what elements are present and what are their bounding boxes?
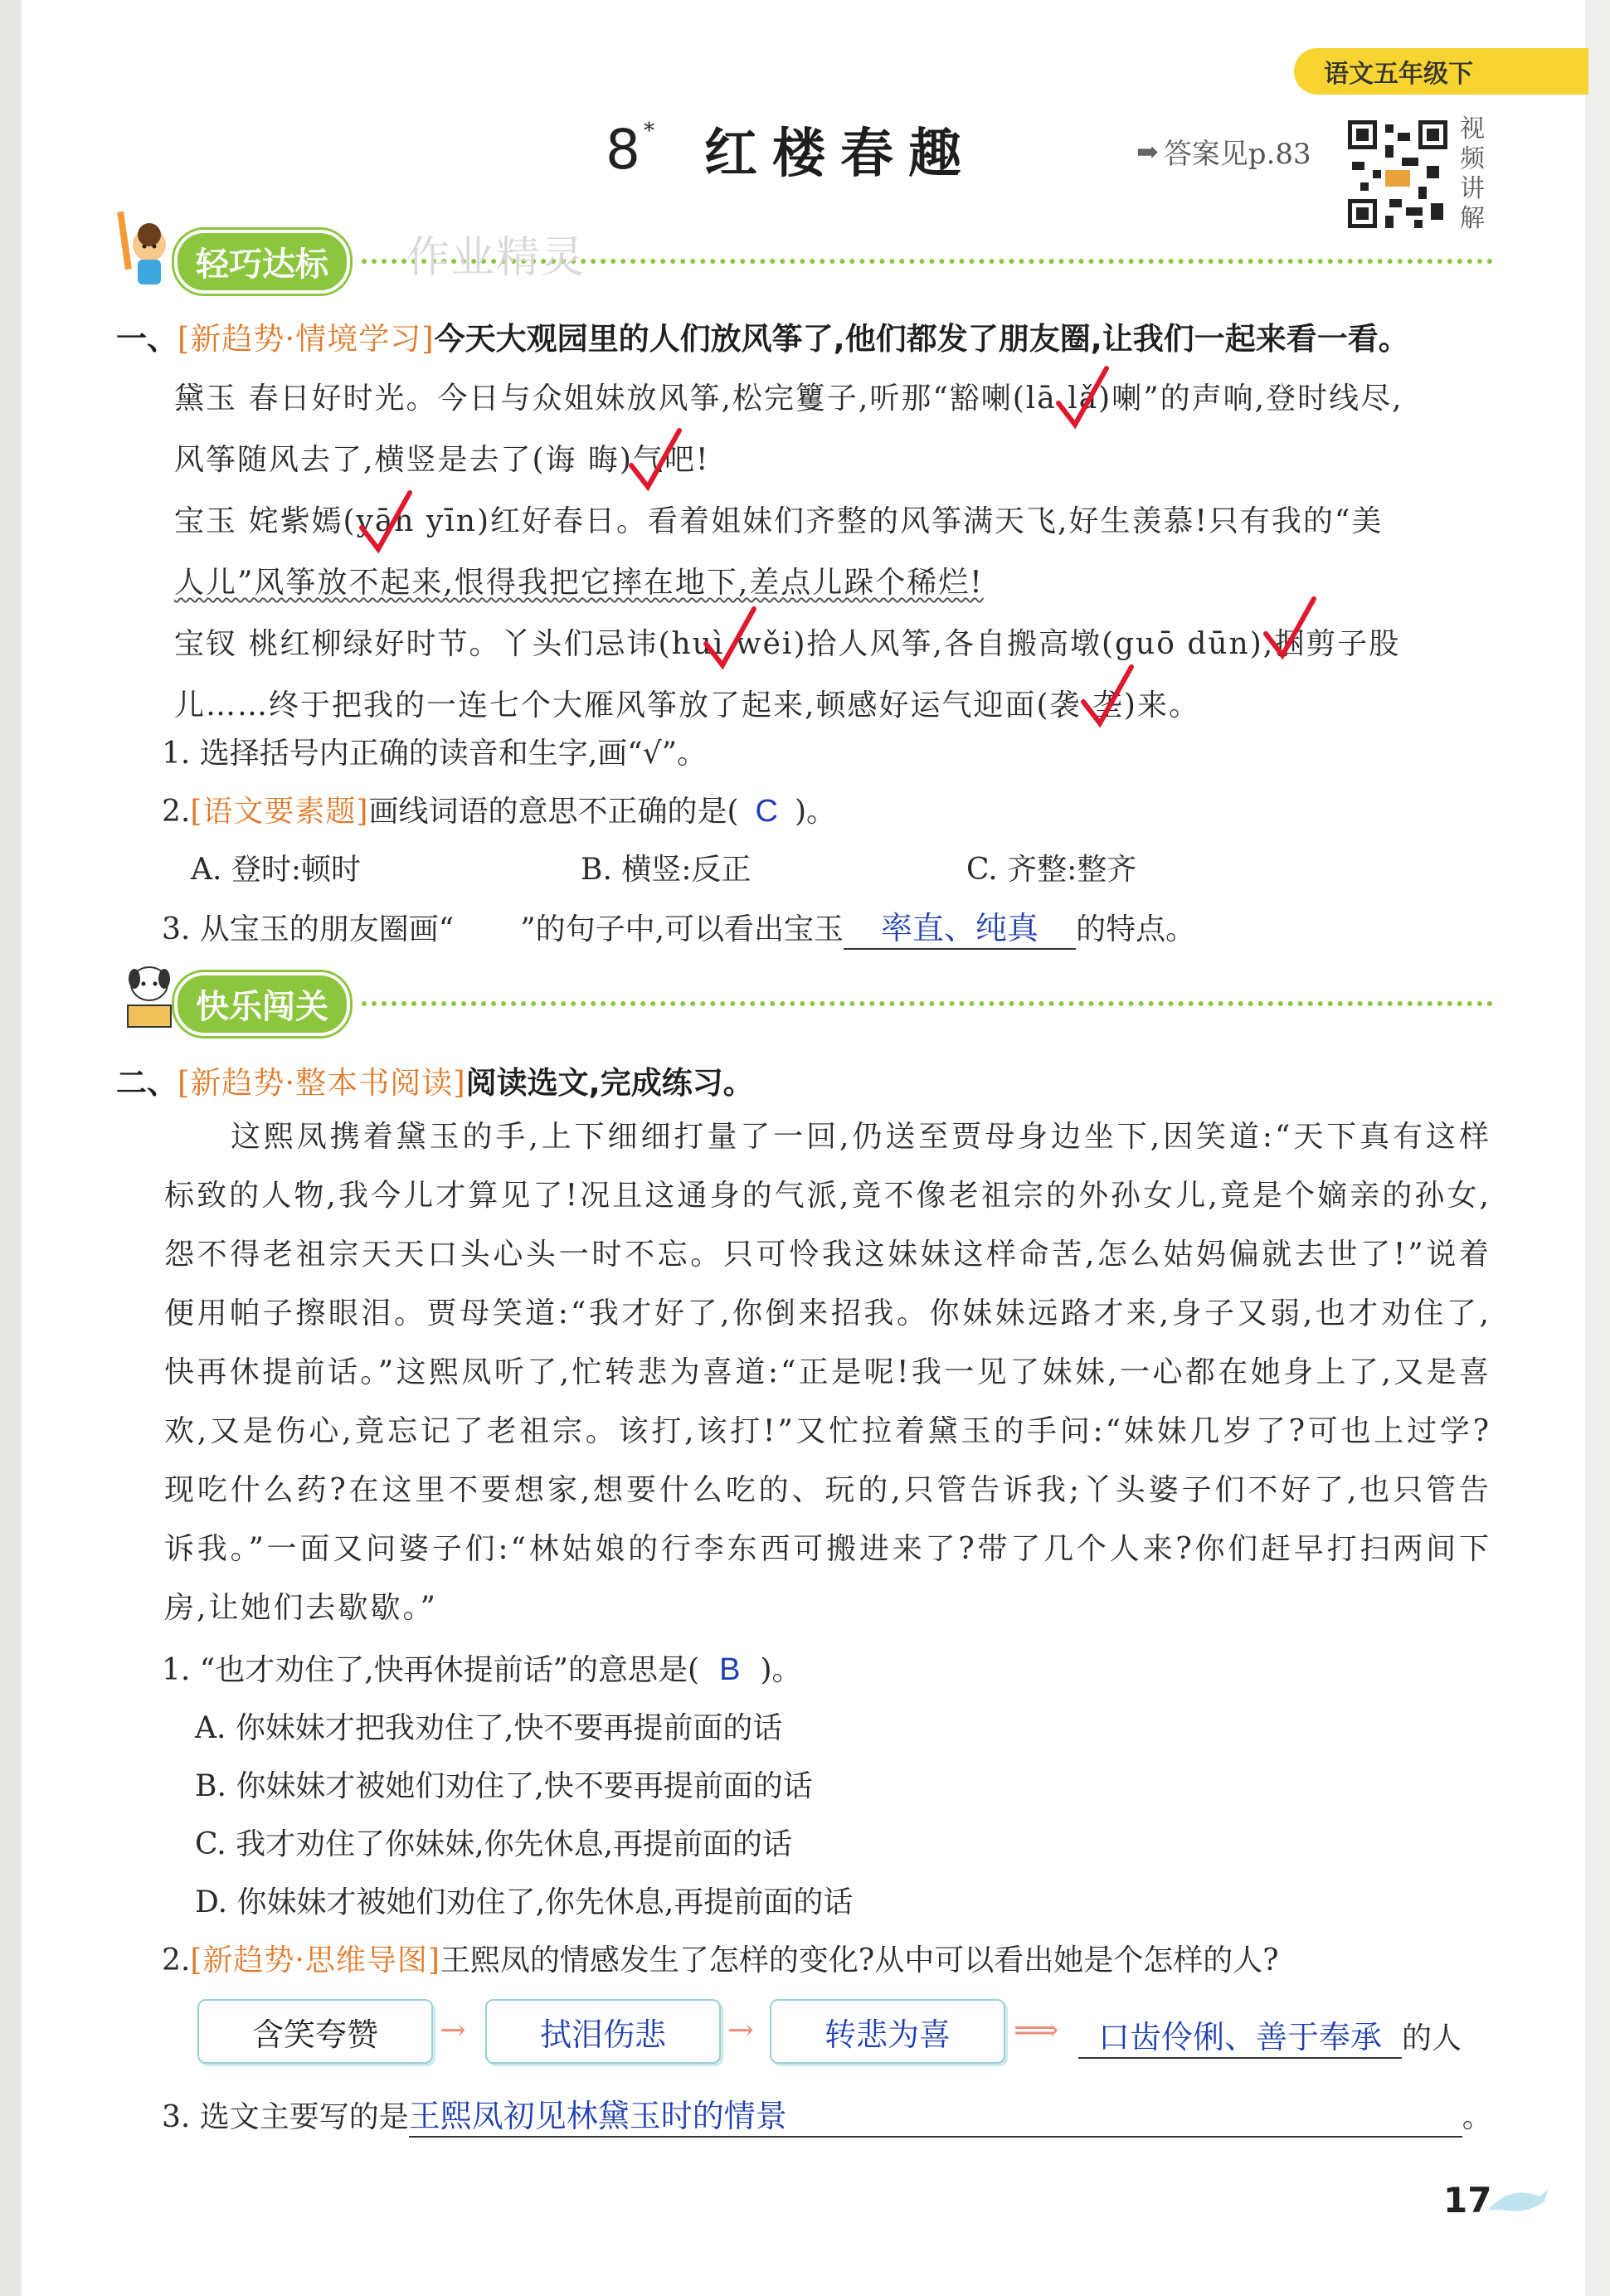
answer-text: B: [719, 1652, 741, 1687]
check-mark-icon: [701, 606, 759, 672]
moment-line-4: 人儿”风筝放不起来,恨得我把它摔在地下,差点儿跺个稀烂!: [174, 566, 984, 600]
moment-line-1: 黛玉 春日好时光。今日与众姐妹放风筝,松完籰子,听那“豁喇(lā lǎ)喇”的声响,登时线尽,: [174, 382, 1403, 416]
section-badge-easy: 轻巧达标: [174, 230, 350, 294]
moment-line-6: 儿……终于把我的一连七个大雁风筝放了起来,顿感好运气迎面(袭 垄)来。: [174, 688, 1200, 722]
lesson-title: 红楼春趣: [704, 124, 976, 185]
moment-line-3: 宝玉 姹紫嫣(yān yīn)红好春日。看着姐妹们齐整的风筝满天飞,好生羡慕!只有我的“美: [174, 504, 1384, 538]
section-divider: [362, 1001, 1493, 1006]
check-mark-icon: [357, 489, 415, 556]
moment-line-2: 风筝随风去了,横竖是去了(诲 晦)气吧!: [174, 443, 710, 477]
option-a: A. 登时:顿时: [191, 853, 362, 887]
answer-text: C: [755, 794, 778, 829]
puppy-reading-icon: [116, 954, 176, 1037]
qr-code-icon[interactable]: [1344, 116, 1452, 232]
moment-line-5: 宝钗 桃红柳绿好时节。丫头们忌讳(huì wěi)拾人风筝,各自搬高墩(guō dūn),捆剪子股: [174, 627, 1401, 661]
flow-result: 口齿伶俐、善于奉承 的人: [1078, 2011, 1462, 2059]
page-edge-left: [0, 0, 22, 2296]
q2-sub2: 2.[新趋势·思维导图]王熙凤的情感发生了怎样的变化?从中可以看出她是个怎样的人?: [162, 1943, 1279, 1977]
lesson-title-block: [606, 108, 976, 191]
watermark: 作业精灵: [406, 233, 586, 283]
dolphin-icon: [1485, 2182, 1551, 2223]
q1-sub2: 2.[语文要素题]画线词语的意思不正确的是( C )。: [162, 794, 836, 829]
arrow-right-icon: →: [727, 2011, 754, 2048]
q2-option-a: A. 你妹妹才把我劝住了,快不要再提前面的话: [195, 1711, 783, 1745]
flow-step-3: 转悲为喜: [770, 1999, 1005, 2064]
q1-sub1: 1. 选择括号内正确的读音和生字,画“√”。: [162, 737, 707, 771]
q2-option-c: C. 我才劝住了你妹妹,你先休息,再提前面的话: [195, 1827, 793, 1861]
answer-text: 率直、纯真: [881, 912, 1039, 946]
grade-tab: 语文五年级下: [1294, 48, 1588, 95]
double-arrow-right-icon: ⟹: [1014, 2011, 1059, 2048]
question-2-heading: 二、[新趋势·整本书阅读]阅读选文,完成练习。: [116, 1065, 754, 1101]
page-edge-right: [1585, 0, 1610, 2296]
check-mark-icon: [626, 427, 684, 494]
arrow-right-icon: →: [440, 2011, 466, 2048]
lesson-number: 8: [606, 117, 640, 182]
flow-step-2: 拭泪伤悲: [485, 1999, 721, 2064]
q2-option-b: B. 你妹妹才被她们劝住了,快不要再提前面的话: [195, 1769, 813, 1803]
question-tag: [新趋势·整本书阅读]: [178, 1065, 466, 1101]
check-mark-icon: [1053, 365, 1111, 431]
video-label[interactable]: 视频讲解: [1460, 114, 1485, 233]
answer-text: 王熙凤初见林黛玉时的情景: [408, 2099, 787, 2134]
question-tag: [新趋势·情境学习]: [178, 321, 435, 357]
answer-reference[interactable]: [1136, 131, 1311, 172]
q2-sub3: 3. 选文主要写的是王熙凤初见林黛玉时的情景 。: [162, 2090, 1492, 2138]
section-bar-challenge: [116, 970, 1493, 1037]
child-with-pencil-icon: [116, 212, 176, 294]
answer-text: 口齿伶俐、善于奉承: [1097, 2021, 1382, 2055]
q2-option-d: D. 你妹妹才被她们劝住了,你先休息,再提前面的话: [195, 1885, 854, 1919]
arrow-right-icon: ➡: [1136, 135, 1159, 168]
lesson-star: *: [644, 119, 654, 144]
check-mark-icon: [1078, 664, 1136, 730]
reading-passage: 这熙凤携着黛玉的手,上下细细打量了一回,仍送至贾母身边坐下,因笑道:“天下真有这样标致的人物,我今儿才算见了!况且这通身的气派,竟不像老祖宗的外孙女儿,竟是个嫡亲的孙女,怨不得老祖宗天天口头心头一时不忘。只可怜我这妹妹这样命苦,怎么姑妈偏就去世了!”说着便用帕子擦眼泪。贾母笑道:“我才好了,你倒来招我。你妹妹远路才来,身子又弱,也才劝住了,快再休提前话。”这熙凤听了,忙转悲为喜道:“正是呢!我一见了妹妹,一心都在她身上了,又是喜欢,又是伤心,竟忘记了老祖宗。该打,该打!”又忙拉着黛玉的手问:“妹妹几岁了?可也上过学?现吃什么药?在这里不要想家,想要什么吃的、玩的,只管告诉我;丫头婆子们不好了,也只管告诉我。”一面又问婆子们:“林姑娘的行李东西可搬进来了?带了几个人来?你们赶早打扫两间下房,让她们去歇歇。”: [164, 1120, 1491, 1625]
flow-step-1: 含笑夸赞: [197, 1999, 433, 2064]
check-mark-icon: [1261, 596, 1319, 662]
q1-sub3: 3. 从宝玉的朋友圈画“ ”的句子中,可以看出宝玉 率直、纯真 的特点。: [162, 902, 1195, 950]
question-1-heading: 一、[新趋势·情境学习]今天大观园里的人们放风筝了,他们都发了朋友圈,让我们一起来看一看。: [116, 321, 1409, 357]
option-b: B. 横竖:反正: [581, 853, 751, 887]
option-c: C. 齐整:整齐: [966, 853, 1137, 887]
answer-ref-text: 答案见p.83: [1163, 138, 1311, 171]
section-bar-easy: [116, 228, 1493, 294]
section-badge-challenge: 快乐闯关: [174, 972, 350, 1036]
q2-sub1: 1. “也才劝住了,快再休提前话”的意思是( B )。: [162, 1652, 802, 1687]
page-number: 17: [1443, 2180, 1492, 2221]
